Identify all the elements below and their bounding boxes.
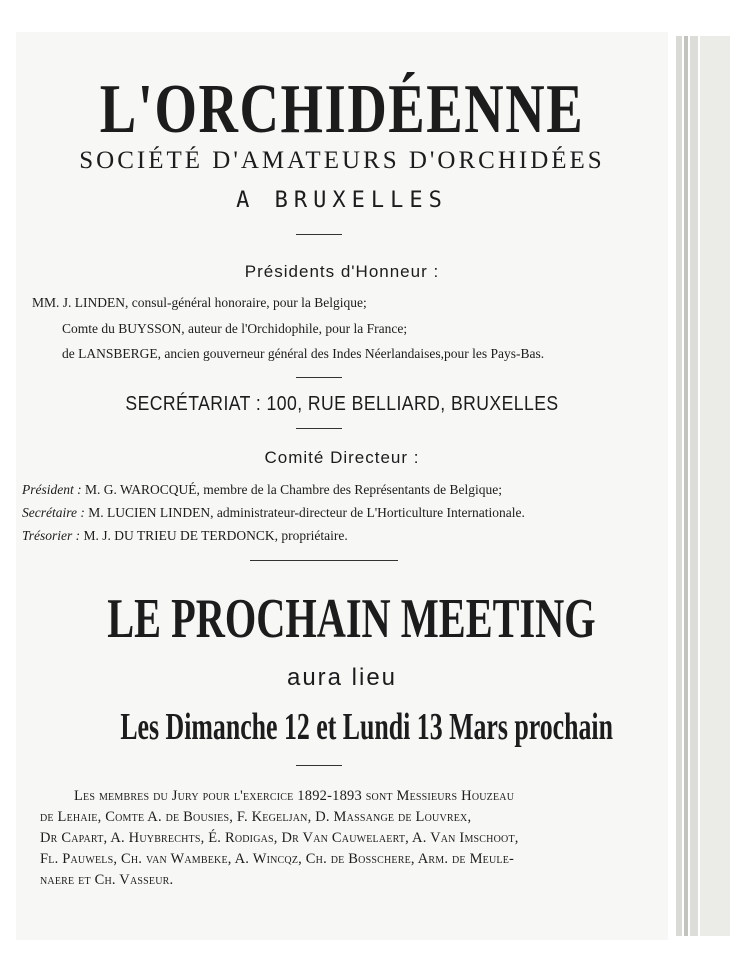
member-text: M. G. WAROCQUÉ, membre de la Chambre des Représentants de Belgique; bbox=[85, 482, 503, 497]
divider bbox=[296, 234, 342, 235]
page-edge bbox=[684, 36, 688, 936]
divider bbox=[250, 560, 398, 561]
society-city: A BRUXELLES bbox=[236, 188, 448, 213]
divider bbox=[296, 377, 342, 378]
member-role: Trésorier : bbox=[22, 528, 81, 543]
page-edge bbox=[700, 36, 730, 936]
divider bbox=[296, 428, 342, 429]
jury-line: de Lehaie, Comte A. de Bousies, F. Kegeljan, D. Massange de Louvrex, bbox=[40, 809, 472, 825]
jury-paragraph bbox=[40, 786, 640, 891]
member-role: Secrétaire : bbox=[22, 505, 85, 520]
society-title: L'ORCHIDÉENNE bbox=[99, 71, 585, 148]
honorary-heading: Présidents d'Honneur : bbox=[244, 262, 440, 281]
member-role: Président : bbox=[22, 482, 82, 497]
committee-heading: Comité Directeur : bbox=[264, 448, 420, 467]
member-text: M. J. DU TRIEU DE TERDONCK, propriétaire. bbox=[83, 528, 348, 543]
committee-member-secretary bbox=[22, 504, 525, 522]
jury-line: Dr Capart, A. Huybrechts, É. Rodigas, Dr Van Cauwelaert, A. Van Imschoot, bbox=[40, 830, 519, 846]
jury-line: Les membres du Jury pour l'exercice 1892-1893 sont Messieurs Houzeau bbox=[74, 788, 515, 804]
jury-line: naere et Ch. Vasseur. bbox=[40, 872, 174, 888]
jury-line: Fl. Pauwels, Ch. van Wambeke, A. Wincqz, Ch. de Bosschere, Arm. de Meule- bbox=[40, 851, 515, 867]
honorary-line: Comte du BUYSSON, auteur de l'Orchidophile, pour la France; bbox=[62, 321, 408, 336]
honorary-line: de LANSBERGE, ancien gouverneur général des Indes Néerlandaises,pour les Pays-Bas. bbox=[62, 346, 545, 361]
divider bbox=[296, 765, 342, 766]
page-edge bbox=[690, 36, 698, 936]
meeting-dates: Les Dimanche 12 et Lundi 13 Mars prochain bbox=[120, 706, 613, 748]
committee-member-president bbox=[22, 481, 502, 499]
secretariat-address: SECRÉTARIAT : 100, RUE BELLIARD, BRUXELLES bbox=[125, 393, 559, 415]
meeting-subtitle: aura lieu bbox=[286, 664, 398, 691]
meeting-title: LE PROCHAIN MEETING bbox=[107, 588, 596, 650]
committee-member-treasurer bbox=[22, 527, 348, 545]
page-edge bbox=[676, 36, 682, 936]
society-subtitle: SOCIÉTÉ D'AMATEURS D'ORCHIDÉES bbox=[79, 147, 605, 174]
member-text: M. LUCIEN LINDEN, administrateur-directeur de L'Horticulture Internationale. bbox=[88, 505, 525, 520]
honorary-line: MM. J. LINDEN, consul-général honoraire, pour la Belgique; bbox=[32, 295, 367, 310]
